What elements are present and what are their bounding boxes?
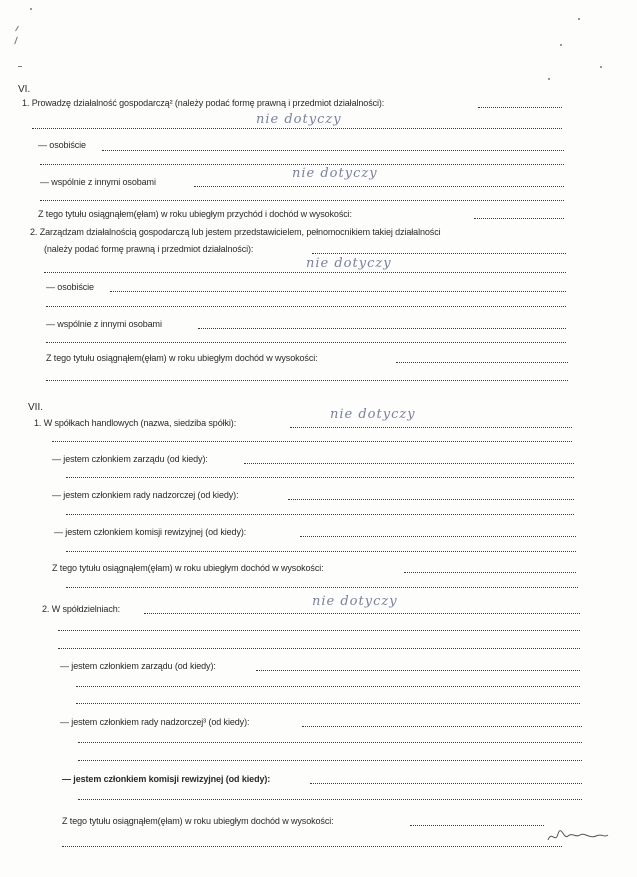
scan-mark bbox=[15, 26, 19, 32]
section-vii-komisja: — jestem członkiem komisji rewizyjnej (od kiedy): bbox=[54, 527, 247, 537]
fill-line bbox=[410, 825, 544, 826]
fill-line bbox=[46, 306, 566, 307]
fill-line bbox=[40, 164, 564, 165]
section-vii-rada: — jestem członkiem rady nadzorczej (od kiedy): bbox=[52, 490, 239, 500]
section-vi-income1: Z tego tytułu osiągnąłem(ęłam) w roku ubiegłym przychód i dochód w wysokości: bbox=[38, 209, 352, 219]
section-vi-osobiscie2: — osobiście bbox=[46, 282, 94, 292]
section-vii-zarzad: — jestem członkiem zarządu (od kiedy): bbox=[52, 454, 208, 464]
fill-line bbox=[194, 186, 564, 187]
fill-line bbox=[310, 783, 582, 784]
fill-line bbox=[78, 760, 582, 761]
scan-mark bbox=[600, 66, 602, 68]
fill-line bbox=[58, 630, 580, 631]
fill-line bbox=[58, 648, 580, 649]
fill-line bbox=[102, 150, 564, 151]
scan-mark bbox=[548, 78, 550, 80]
section-vii-heading: VII. bbox=[28, 402, 44, 413]
fill-line bbox=[478, 107, 562, 108]
handwritten-answer: nie dotyczy bbox=[330, 407, 416, 422]
fill-line bbox=[110, 291, 566, 292]
scan-mark bbox=[18, 66, 22, 67]
fill-line bbox=[396, 362, 568, 363]
fill-line bbox=[78, 742, 582, 743]
fill-line bbox=[144, 613, 580, 614]
section-vi-wspolnie: — wspólnie z innymi osobami bbox=[40, 177, 156, 187]
fill-line bbox=[32, 128, 562, 129]
section-vi-item1: 1. Prowadzę działalność gospodarczą² (należy podać formę prawną i przedmiot działalności): bbox=[22, 98, 385, 108]
scan-mark bbox=[560, 44, 562, 46]
fill-line bbox=[404, 572, 576, 573]
fill-line bbox=[76, 703, 580, 704]
fill-line bbox=[256, 670, 580, 671]
fill-line bbox=[288, 499, 574, 500]
handwritten-answer: nie dotyczy bbox=[292, 166, 378, 181]
fill-line bbox=[474, 218, 564, 219]
fill-line bbox=[46, 342, 566, 343]
fill-line bbox=[198, 328, 566, 329]
fill-line bbox=[66, 514, 574, 515]
section-vii-rada2: — jestem członkiem rady nadzorczej³ (od kiedy): bbox=[60, 717, 250, 727]
section-vi-item2-line2: (należy podać formę prawną i przedmiot działalności): bbox=[44, 244, 254, 254]
scan-mark bbox=[30, 8, 32, 10]
fill-line bbox=[290, 427, 572, 428]
section-vi-item2-line1: 2. Zarządzam działalnością gospodarczą lub jestem przedstawicielem, pełnomocnikiem takiej działalności bbox=[30, 227, 441, 237]
fill-line bbox=[62, 846, 562, 847]
fill-line bbox=[66, 551, 576, 552]
signature-mark bbox=[546, 826, 610, 846]
fill-line bbox=[46, 380, 568, 381]
fill-line bbox=[40, 200, 564, 201]
section-vi-heading: VI. bbox=[18, 84, 31, 95]
section-vii-zarzad2: — jestem członkiem zarządu (od kiedy): bbox=[60, 661, 216, 671]
section-vii-income1: Z tego tytułu osiągnąłem(ęłam) w roku ubiegłym dochód w wysokości: bbox=[52, 563, 324, 573]
scan-mark bbox=[14, 37, 18, 45]
handwritten-answer: nie dotyczy bbox=[256, 112, 342, 127]
fill-line bbox=[66, 587, 578, 588]
fill-line bbox=[312, 253, 566, 254]
fill-line bbox=[244, 463, 574, 464]
scan-mark bbox=[578, 18, 580, 20]
section-vi-wspolnie2: — wspólnie z innymi osobami bbox=[46, 319, 162, 329]
section-vii-komisja2: — jestem członkiem komisji rewizyjnej (od kiedy): bbox=[62, 774, 271, 784]
fill-line bbox=[302, 726, 582, 727]
section-vii-item2: 2. W spółdzielniach: bbox=[42, 604, 121, 614]
handwritten-answer: nie dotyczy bbox=[306, 256, 392, 271]
fill-line bbox=[78, 799, 582, 800]
section-vi-income2: Z tego tytułu osiągnąłem(ęłam) w roku ubiegłym dochód w wysokości: bbox=[46, 353, 318, 363]
section-vii-item1: 1. W spółkach handlowych (nazwa, siedziba spółki): bbox=[34, 418, 237, 428]
fill-line bbox=[76, 686, 580, 687]
fill-line bbox=[66, 477, 574, 478]
fill-line bbox=[300, 536, 576, 537]
handwritten-answer: nie dotyczy bbox=[312, 594, 398, 609]
fill-line bbox=[44, 272, 566, 273]
section-vi-osobiscie: — osobiście bbox=[38, 140, 86, 150]
section-vii-income2: Z tego tytułu osiągnąłem(ęłam) w roku ubiegłym dochód w wysokości: bbox=[62, 816, 334, 826]
fill-line bbox=[52, 441, 572, 442]
